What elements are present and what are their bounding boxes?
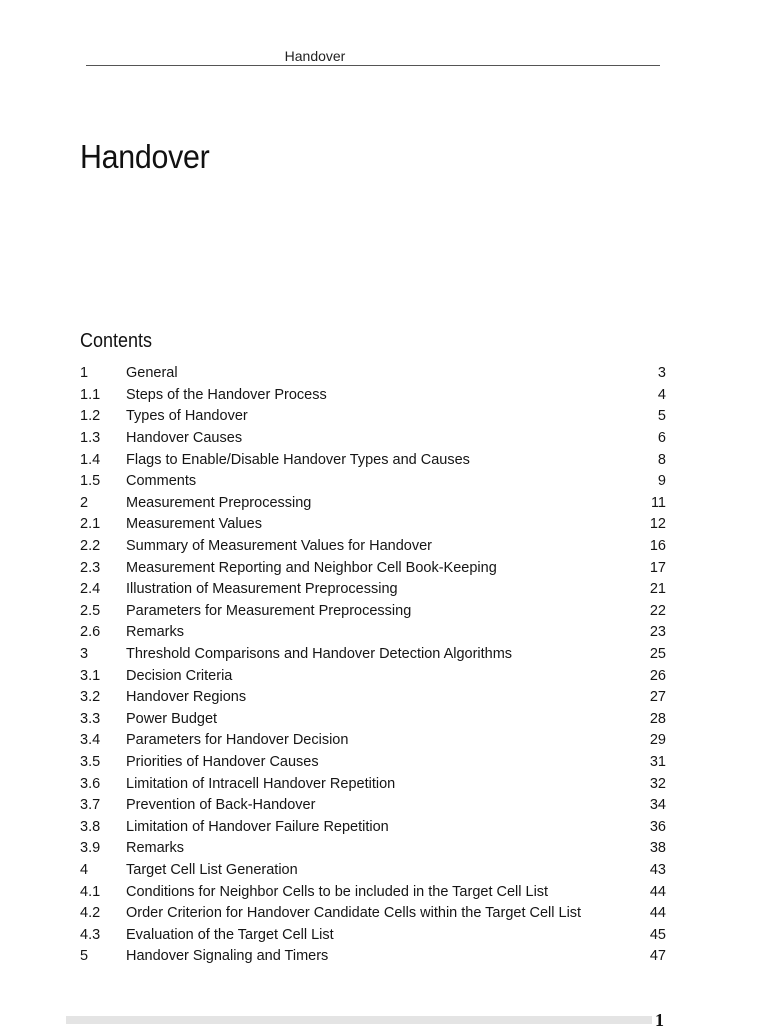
toc-entry-page: 5	[657, 408, 666, 425]
toc-entry-page: 38	[649, 840, 666, 857]
toc-entry[interactable]	[80, 924, 666, 946]
toc-entry-number: 3.5	[80, 753, 101, 770]
toc-entry-title: Target Cell List Generation	[126, 861, 298, 878]
toc-entry-page: 29	[649, 732, 666, 749]
toc-entry-title: Parameters for Handover Decision	[126, 732, 349, 749]
toc-entry-title: Flags to Enable/Disable Handover Types and Causes	[126, 451, 470, 468]
toc-entry[interactable]	[80, 687, 666, 709]
toc-entry[interactable]	[80, 601, 666, 623]
toc-entry-number: 3.8	[80, 818, 101, 835]
toc-entry-page: 23	[649, 624, 666, 641]
toc-entry[interactable]	[80, 471, 666, 493]
toc-entry[interactable]	[80, 860, 666, 882]
toc-entry-number: 3	[80, 646, 89, 663]
toc-entry-page: 26	[649, 667, 666, 684]
toc-entry-number: 2.1	[80, 516, 101, 533]
toc-entry-number: 1.4	[80, 451, 101, 468]
toc-entry-title: Parameters for Measurement Preprocessing	[126, 602, 412, 619]
toc-entry-number: 3.9	[80, 840, 101, 857]
header-rule	[86, 65, 660, 66]
toc-entry-title: Summary of Measurement Values for Handover	[126, 538, 432, 555]
toc-entry[interactable]	[80, 816, 666, 838]
toc-entry-number: 1.5	[80, 473, 101, 490]
toc-entry-title: Measurement Values	[126, 516, 262, 533]
toc-entry-page: 25	[649, 646, 666, 663]
toc-entry[interactable]	[80, 752, 666, 774]
toc-entry-page: 31	[649, 753, 666, 770]
page-title: Handover	[80, 138, 210, 175]
toc-entry-page: 6	[657, 430, 666, 447]
toc-entry-page: 3	[657, 365, 666, 382]
toc-entry-page: 44	[649, 883, 666, 900]
toc-entry-title: Measurement Reporting and Neighbor Cell Book-Keeping	[126, 559, 497, 576]
toc-entry-title: Power Budget	[126, 710, 218, 727]
toc-entry-page: 27	[649, 689, 666, 706]
toc-entry-page: 22	[649, 602, 666, 619]
toc-entry-page: 34	[649, 797, 666, 814]
toc-entry-number: 3.3	[80, 710, 101, 727]
toc-entry-title: Evaluation of the Target Cell List	[126, 926, 334, 943]
toc-entry[interactable]	[80, 795, 666, 817]
toc-entry-page: 9	[657, 473, 666, 490]
toc-entry-number: 4	[80, 861, 89, 878]
toc-entry-page: 44	[649, 905, 666, 922]
toc-entry-title: Threshold Comparisons and Handover Detection Algorithms	[126, 646, 513, 663]
toc-entry-title: Limitation of Handover Failure Repetition	[126, 818, 389, 835]
toc-entry-title: Handover Regions	[126, 689, 247, 706]
toc-entry-number: 1.2	[80, 408, 101, 425]
toc-entry[interactable]	[80, 773, 666, 795]
toc-entry-page: 12	[649, 516, 666, 533]
toc-entry-number: 1.3	[80, 430, 101, 447]
toc-entry[interactable]	[80, 536, 666, 558]
toc-entry[interactable]	[80, 665, 666, 687]
toc-entry-page: 36	[649, 818, 666, 835]
toc-entry-number: 3.4	[80, 732, 101, 749]
toc-entry-number: 2	[80, 494, 89, 511]
toc-entry-title: Types of Handover	[126, 408, 248, 425]
toc-entry[interactable]	[80, 946, 666, 968]
toc-entry[interactable]	[80, 730, 666, 752]
toc-entry-number: 1	[80, 365, 89, 382]
toc-entry-title: Decision Criteria	[126, 667, 233, 684]
toc-entry-number: 3.6	[80, 775, 101, 792]
toc-entry-page: 16	[649, 538, 666, 555]
toc-entry-number: 2.2	[80, 538, 101, 555]
toc-entry-page: 45	[649, 926, 666, 943]
toc-entry-number: 2.4	[80, 581, 101, 598]
toc-entry-number: 4.1	[80, 883, 101, 900]
toc-entry-page: 32	[649, 775, 666, 792]
toc-entry-page: 4	[657, 386, 666, 403]
toc-entry-title: Handover Signaling and Timers	[126, 948, 329, 965]
toc-entry-number: 3.1	[80, 667, 101, 684]
page-number: 1	[655, 1010, 664, 1030]
toc-entry-title: Steps of the Handover Process	[126, 386, 327, 403]
footer-bar	[66, 1016, 652, 1024]
toc-entry[interactable]	[80, 622, 666, 644]
toc-entry-page: 28	[649, 710, 666, 727]
toc-entry[interactable]	[80, 449, 666, 471]
toc-entry-number: 1.1	[80, 386, 101, 403]
toc-entry[interactable]	[80, 557, 666, 579]
toc-entry[interactable]	[80, 385, 666, 407]
toc-entry-title: Prevention of Back-Handover	[126, 797, 316, 814]
toc-entry[interactable]	[80, 903, 666, 925]
toc-entry-page: 43	[649, 861, 666, 878]
toc-entry-number: 4.3	[80, 926, 101, 943]
toc-entry-title: Order Criterion for Handover Candidate Cells within the Target Cell List	[126, 905, 582, 922]
toc-entry-title: Remarks	[126, 840, 185, 857]
toc-entry-title: Remarks	[126, 624, 185, 641]
toc-entry[interactable]	[80, 493, 666, 515]
toc-entry-title: General	[126, 365, 178, 382]
toc-entry-number: 5	[80, 948, 89, 965]
toc-entry-page: 8	[657, 451, 666, 468]
toc-entry-title: Limitation of Intracell Handover Repetition	[126, 775, 396, 792]
toc-entry-number: 3.2	[80, 689, 101, 706]
toc-entry[interactable]	[80, 709, 666, 731]
toc-entry[interactable]	[80, 881, 666, 903]
toc-entry-page: 21	[649, 581, 666, 598]
toc-entry-title: Conditions for Neighbor Cells to be included in the Target Cell List	[126, 883, 549, 900]
toc-entry-number: 2.6	[80, 624, 101, 641]
toc-entry-title: Comments	[126, 473, 197, 490]
toc-entry[interactable]	[80, 406, 666, 428]
table-of-contents	[80, 363, 666, 968]
toc-entry-number: 2.5	[80, 602, 101, 619]
contents-heading: Contents	[80, 330, 153, 352]
toc-entry[interactable]	[80, 514, 666, 536]
toc-entry-title: Measurement Preprocessing	[126, 494, 312, 511]
toc-entry[interactable]	[80, 838, 666, 860]
toc-entry-title: Illustration of Measurement Preprocessing	[126, 581, 398, 598]
toc-entry[interactable]	[80, 644, 666, 666]
toc-entry-title: Priorities of Handover Causes	[126, 753, 319, 770]
toc-entry-page: 11	[650, 494, 666, 511]
toc-entry[interactable]	[80, 428, 666, 450]
running-header: Handover	[284, 48, 346, 64]
toc-entry[interactable]	[80, 363, 666, 385]
toc-entry-title: Handover Causes	[126, 430, 243, 447]
toc-entry-page: 47	[649, 948, 666, 965]
toc-entry-page: 17	[649, 559, 666, 576]
toc-entry-number: 2.3	[80, 559, 101, 576]
toc-entry-number: 3.7	[80, 797, 101, 814]
toc-entry[interactable]	[80, 579, 666, 601]
toc-entry-number: 4.2	[80, 905, 101, 922]
